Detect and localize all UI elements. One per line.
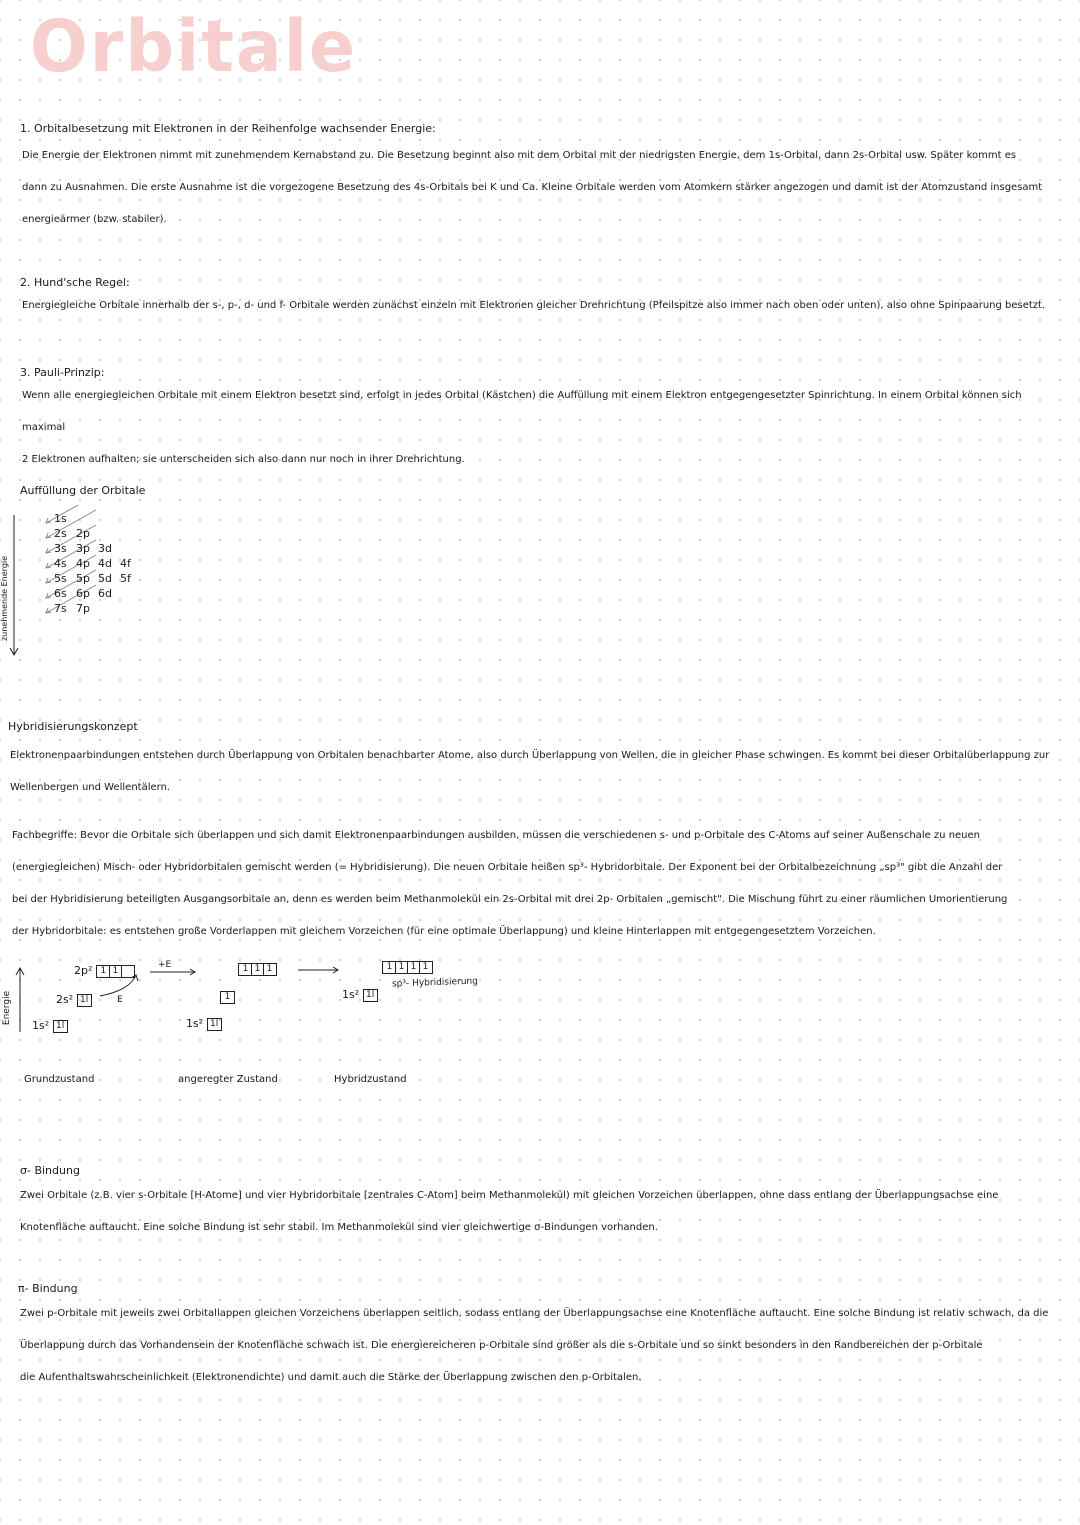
ground-2s-label: 2s² bbox=[56, 993, 74, 1006]
orbital-6p: 6p bbox=[76, 587, 90, 600]
energy-axis-label: Energie bbox=[2, 990, 13, 1026]
orbital-4p: 4p bbox=[76, 557, 90, 570]
excited-2s bbox=[220, 990, 235, 1004]
orbital-5d: 5d bbox=[98, 572, 112, 585]
excited-2p-cell-2: 1 bbox=[252, 964, 264, 975]
sigma-heading: σ- Bindung bbox=[20, 1164, 80, 1177]
orbital-7p: 7p bbox=[76, 602, 90, 615]
section2-text bbox=[22, 290, 1062, 322]
filling-axis-label: zunehmende Energie bbox=[0, 555, 10, 642]
orbital-3s: 3s bbox=[54, 542, 67, 555]
orbital-3p: 3p bbox=[76, 542, 90, 555]
orbital-1s: 1s bbox=[54, 512, 67, 525]
sp3-label: sp³- Hybridisierung bbox=[391, 976, 479, 990]
orbital-3d: 3d bbox=[98, 542, 112, 555]
excited-1s-cell: 1l bbox=[210, 1018, 219, 1029]
hybrid-1s-label: 1s² bbox=[342, 988, 360, 1001]
e-label: E bbox=[117, 995, 123, 1005]
section1-line-3: energieärmer (bzw. stabiler). bbox=[22, 214, 167, 225]
plus-e-label: +E bbox=[158, 960, 172, 970]
orbital-6d: 6d bbox=[98, 587, 112, 600]
pi-line-1: Zwei p-Orbitale mit jeweils zwei Orbitallappen gleichen Vorzeichens überlappen seitlich, sodass entlang der Überlappungsachse eine Knotenfläche auftaucht. Eine solche Bindung ist relativ schwach, da die bbox=[20, 1308, 1049, 1319]
pi-text bbox=[20, 1298, 1070, 1394]
ground-2s bbox=[56, 993, 92, 1007]
hybrid-line-2: Wellenbergen und Wellentälern. bbox=[10, 782, 171, 793]
orbital-2p: 2p bbox=[76, 527, 90, 540]
section3-line-2: 2 Elektronen aufhalten; sie unterscheiden sich also dann nur noch in ihrer Drehrichtung. bbox=[22, 454, 465, 465]
excited-1s-box bbox=[207, 1018, 222, 1031]
hybrid-sp3-cell-3: 1 bbox=[408, 962, 420, 973]
section3-heading: 3. Pauli-Prinzip: bbox=[20, 366, 105, 379]
hybrid-sp3-cell-1: 1 bbox=[384, 962, 396, 973]
energy-axis bbox=[10, 515, 18, 655]
orbital-7s: 7s bbox=[54, 602, 67, 615]
hybrid-sp3 bbox=[382, 960, 433, 974]
hybrid-state-label: Hybridzustand bbox=[334, 1074, 407, 1085]
filling-heading: Auffüllung der Orbitale bbox=[20, 484, 146, 497]
promotion-arrow bbox=[100, 975, 136, 996]
hybrid-sp3-cell-2: 1 bbox=[396, 962, 408, 973]
terms-line-2: (energiegleichen) Misch- oder Hybridorbitalen gemischt werden (= Hybridisierung). Die neuen Orbitale heißen sp³- Hybridorbitale. Der Exponent bei der Orbitalbezeichnung „sp³" gibt die Anzahl der bbox=[12, 862, 1003, 873]
ground-2s-cell: 1l bbox=[80, 994, 89, 1005]
pi-heading: π- Bindung bbox=[18, 1282, 78, 1295]
hybrid-text bbox=[10, 740, 1070, 804]
sigma-line-1: Zwei Orbitale (z.B. vier s-Orbitale [H-Atome] und vier Hybridorbitale [zentrales C-Atom] beim Methanmolekül) mit gleichen Vorzeichen überlappen, ohne dass entlang der Überlappungsachse eine bbox=[20, 1190, 999, 1201]
excited-state-label: angeregter Zustand bbox=[178, 1074, 278, 1085]
orbital-2s: 2s bbox=[54, 527, 67, 540]
orbital-5p: 5p bbox=[76, 572, 90, 585]
sigma-line-2: Knotenfläche auftaucht. Eine solche Bindung ist sehr stabil. Im Methanmolekül sind vier gleichwertige σ-Bindungen vorhanden. bbox=[20, 1222, 658, 1233]
ground-1s-cell: 1l bbox=[56, 1020, 65, 1031]
orbital-4f: 4f bbox=[120, 557, 131, 570]
ground-state-label: Grundzustand bbox=[24, 1074, 95, 1085]
terms-line-3: bei der Hybridisierung beteiligten Ausgangsorbitale an, denn es werden beim Methanmolekül ein 2s-Orbital mit drei 2p- Orbitalen „gemischt". Die Mischung führt zu einer räumlichen Umorientierung bbox=[12, 894, 1008, 905]
excited-2s-box bbox=[220, 991, 235, 1004]
terms-text bbox=[12, 820, 1072, 948]
ground-2s-box bbox=[77, 994, 92, 1007]
section3-text bbox=[22, 380, 1062, 476]
section2-heading: 2. Hund'sche Regel: bbox=[20, 276, 130, 289]
section3-line-1: Wenn alle energiegleichen Orbitale mit einem Elektron besetzt sind, erfolgt in jedes Orbital (Kästchen) die Auffüllung mit einem Elektron entgegengesetzter Spinrichtung. In einem Orbital können sich maximal bbox=[22, 390, 1022, 433]
ground-1s bbox=[32, 1019, 68, 1033]
terms-line-1: Fachbegriffe: Bevor die Orbitale sich überlappen und sich damit Elektronenpaarbindungen ausbilden, müssen die verschiedenen s- und p-Orbitale des C-Atoms auf seiner Außenschale zu neuen bbox=[12, 830, 981, 841]
terms-line-4: der Hybridorbitale: es entstehen große Vorderlappen mit gleichem Vorzeichen (für eine optimale Überlappung) und kleine Hinterlappen mit entgegengesetztem Vorzeichen. bbox=[12, 926, 876, 937]
excited-1s bbox=[186, 1017, 222, 1031]
hybrid-1s-box bbox=[363, 989, 378, 1002]
section1-line-1: Die Energie der Elektronen nimmt mit zunehmendem Kernabstand zu. Die Besetzung beginnt also mit dem Orbital mit der niedrigsten Energie, dem 1s-Orbital, dann 2s-Orbital usw. Später kommt es bbox=[22, 150, 1017, 161]
orbital-4d: 4d bbox=[98, 557, 112, 570]
pi-line-2: Überlappung durch das Vorhandensein der Knotenfläche schwach ist. Die energiereicheren p-Orbitale sind größer als die s-Orbitale und so sinkt besonders in den Randbereichen der p-Orbitale bbox=[20, 1340, 983, 1351]
filling-diagram bbox=[0, 505, 200, 665]
excited-2p-cell-1: 1 bbox=[240, 964, 252, 975]
orbital-5f: 5f bbox=[120, 572, 131, 585]
ground-2p-label: 2p² bbox=[74, 964, 93, 977]
hybrid-1s-cell: 1l bbox=[366, 989, 375, 1000]
ground-2p-cell-1: 1 bbox=[98, 966, 110, 977]
hybrid-line-1: Elektronenpaarbindungen entstehen durch Überlappung von Orbitalen benachbarter Atome, also durch Überlappung von Wellen, die in gleicher Phase schwingen. Es kommt bei dieser Orbitalüberlappung zur bbox=[10, 750, 1050, 761]
orbital-5s: 5s bbox=[54, 572, 67, 585]
hybrid-sp3-cell-4: 1 bbox=[422, 961, 429, 972]
excited-2p-box bbox=[238, 963, 277, 976]
sigma-text bbox=[20, 1180, 1070, 1244]
hybrid-heading: Hybridisierungskonzept bbox=[8, 720, 138, 733]
excited-1s-label: 1s² bbox=[186, 1017, 204, 1030]
excited-2s-cell: 1 bbox=[224, 991, 231, 1002]
hybrid-1s bbox=[342, 988, 378, 1002]
section2-line-1: Energiegleiche Orbitale innerhalb der s-, p-, d- und f- Orbitale werden zunächst einzeln mit Elektronen gleicher Drehrichtung (Pfeilspitze also immer nach oben oder unten), also ohne Spinpaarung besetzt. bbox=[22, 300, 1046, 311]
page-title: Orbitale bbox=[30, 6, 358, 89]
section1-line-2: dann zu Ausnahmen. Die erste Ausnahme ist die vorgezogene Besetzung des 4s-Orbitals bei K und Ca. Kleine Orbitale werden vom Atomkern stärker angezogen und damit ist der Atomzustand insgesamt bbox=[22, 182, 1043, 193]
excited-2p bbox=[238, 962, 277, 976]
ground-1s-box bbox=[53, 1020, 68, 1033]
hybrid-sp3-box bbox=[382, 961, 433, 974]
ground-2p bbox=[74, 964, 135, 978]
ground-1s-label: 1s² bbox=[32, 1019, 50, 1032]
section1-heading: 1. Orbitalbesetzung mit Elektronen in der Reihenfolge wachsender Energie: bbox=[20, 122, 436, 135]
orbital-6s: 6s bbox=[54, 587, 67, 600]
section1-text bbox=[22, 140, 1062, 236]
ground-2p-cell-2: 1 bbox=[110, 966, 122, 977]
pi-line-3: die Aufenthaltswahrscheinlichkeit (Elektronendichte) und damit auch die Stärke der Überlappung zwischen den p-Orbitalen. bbox=[20, 1372, 642, 1383]
ground-2p-box bbox=[96, 965, 135, 978]
excited-2p-cell-3: 1 bbox=[266, 963, 273, 974]
orbital-4s: 4s bbox=[54, 557, 67, 570]
